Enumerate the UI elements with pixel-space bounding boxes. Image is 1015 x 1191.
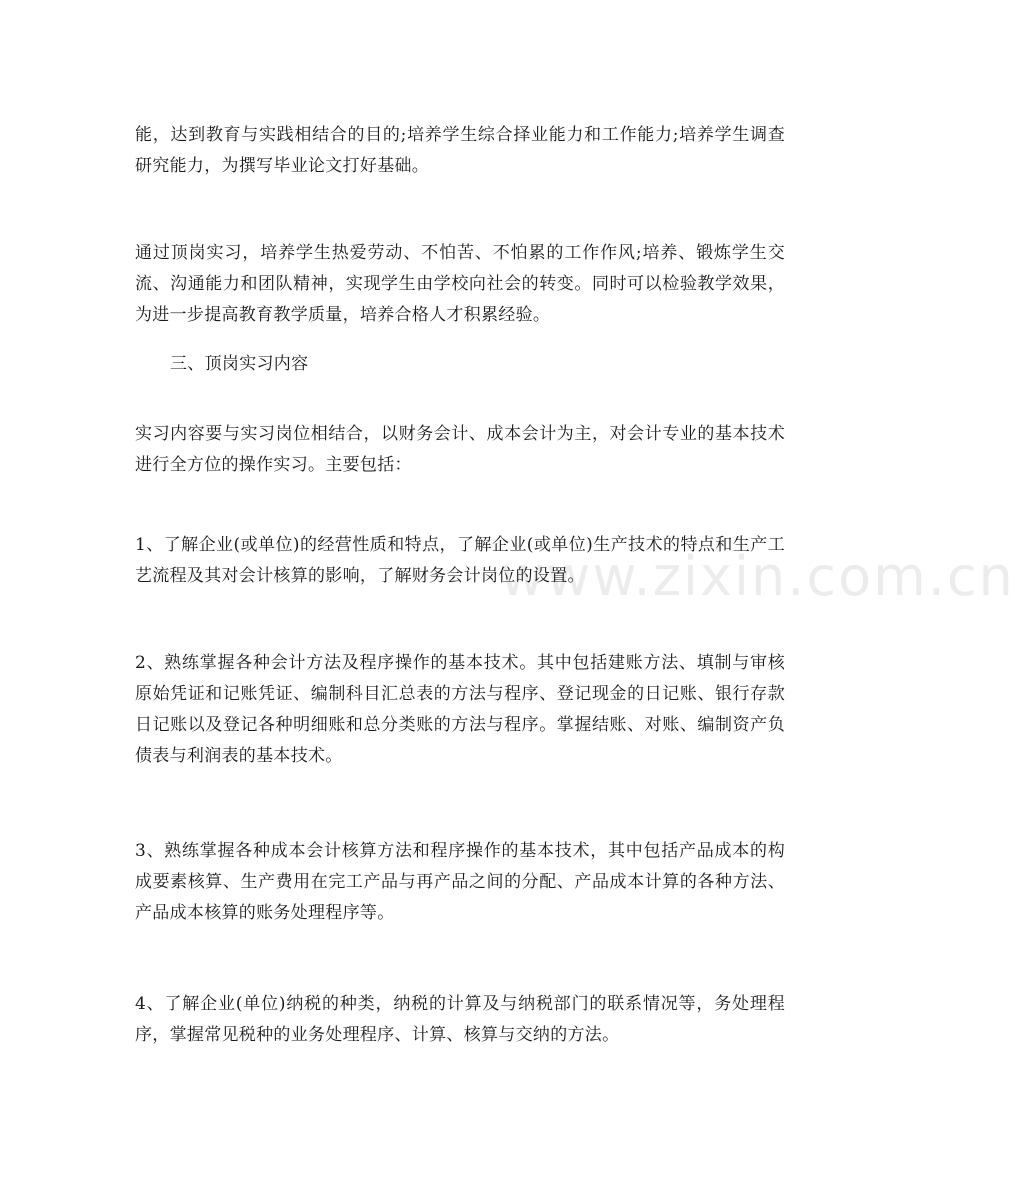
section-heading-internship-content: 三、顶岗实习内容: [170, 354, 309, 374]
list-item-1: 1、了解企业(或单位)的经营性质和特点，了解企业(或单位)生产技术的特点和生产工艺流程及其对会计核算的影响，了解财务会计岗位的设置。: [135, 535, 785, 586]
watermark: www.zixin.com.cn: [500, 545, 1015, 608]
list-item-2: 2、熟练掌握各种会计方法及程序操作的基本技术。其中包括建账方法、填制与审核原始凭证和记账凭证、编制科目汇总表的方法与程序、登记现金的日记账、银行存款日记账以及登记各种明细账和总分类账的方法与程序。掌握结账、对账、编制资产负债表与利润表的基本技术。: [135, 653, 785, 766]
paragraph-internship-purpose: 通过顶岗实习，培养学生热爱劳动、不怕苦、不怕累的工作作风;培养、锻炼学生交流、沟通能力和团队精神，实现学生由学校向社会的转变。同时可以检验教学效果，为进一步提高教育教学质量，培养合格人才积累经验。: [135, 243, 785, 325]
paragraph-content-intro: 实习内容要与实习岗位相结合，以财务会计、成本会计为主，对会计专业的基本技术进行全方位的操作实习。主要包括：: [135, 424, 785, 475]
list-item-3: 3、熟练掌握各种成本会计核算方法和程序操作的基本技术，其中包括产品成本的构成要素核算、生产费用在完工产品与再产品之间的分配、产品成本计算的各种方法、产品成本核算的账务处理程序等。: [135, 841, 785, 923]
paragraph-objectives-continued: 能，达到教育与实践相结合的目的;培养学生综合择业能力和工作能力;培养学生调查研究能力，为撰写毕业论文打好基础。: [135, 125, 785, 176]
list-item-4: 4、了解企业(单位)纳税的种类，纳税的计算及与纳税部门的联系情况等，务处理程序，掌握常见税种的业务处理程序、计算、核算与交纳的方法。: [135, 994, 785, 1045]
